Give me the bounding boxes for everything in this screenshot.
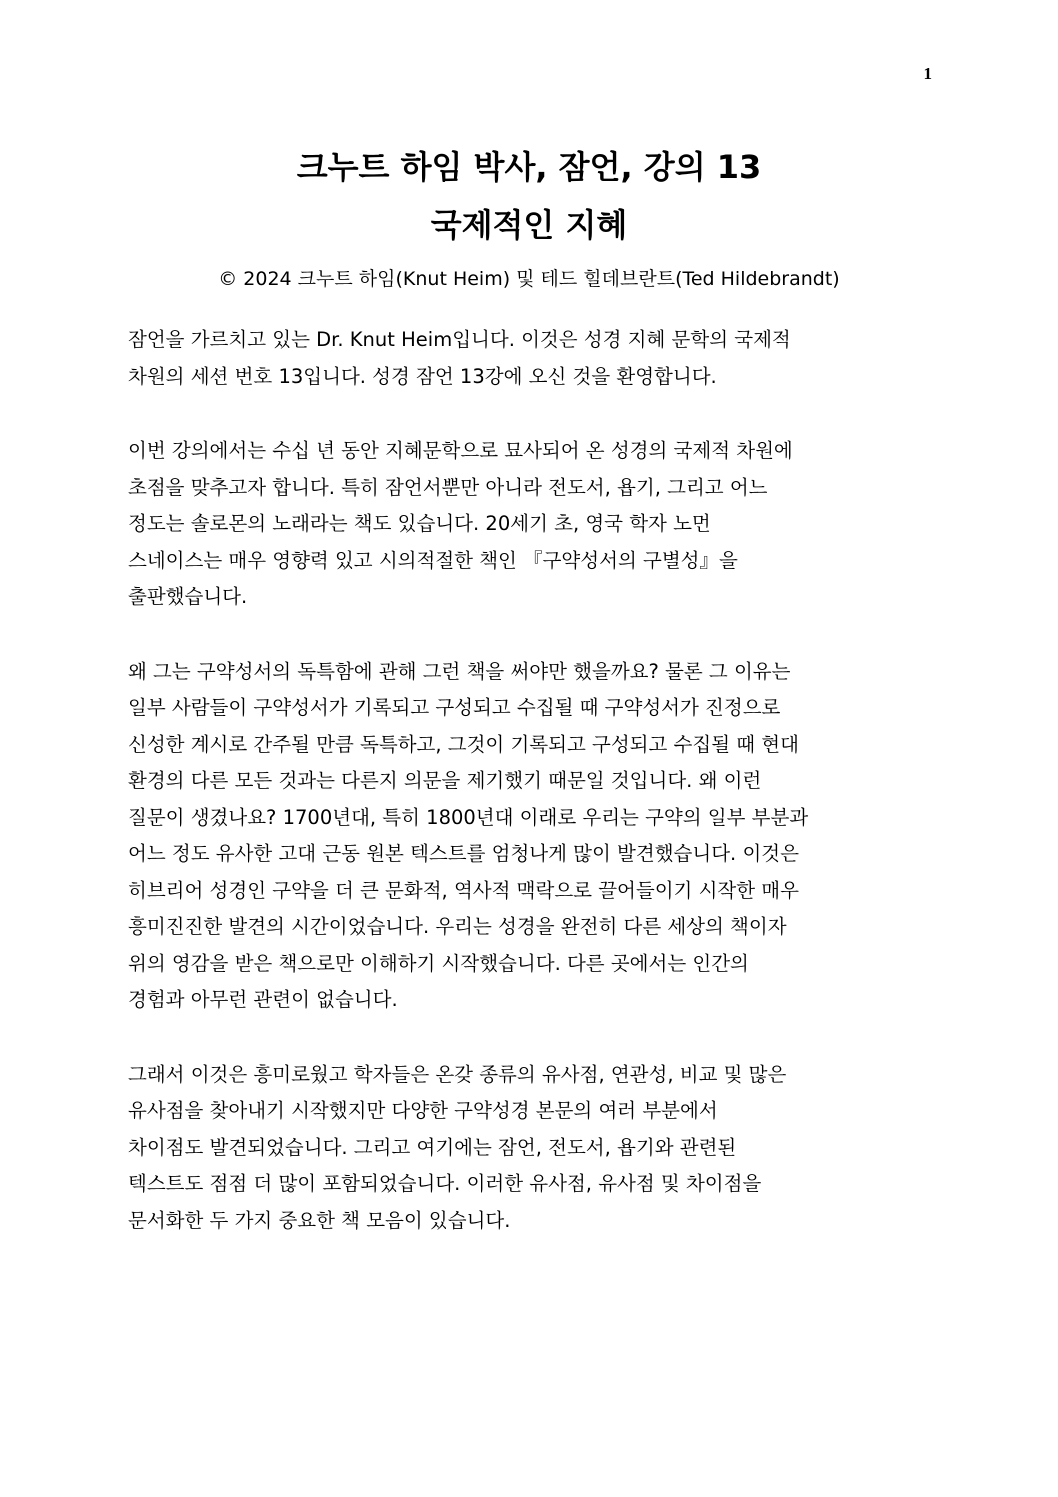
text-line: 차이점도 발견되었습니다. 그리고 여기에는 잠언, 전도서, 욥기와 관련된 bbox=[128, 1135, 737, 1159]
text-line: 출판했습니다. bbox=[128, 585, 248, 608]
text-line: 어느 정도 유사한 고대 근동 원본 텍스트를 엄청나게 많이 발견했습니다. 이것은 bbox=[128, 842, 799, 865]
text-line: 왜 그는 구약성서의 독특함에 관해 그런 책을 써야만 했을까요? 물론 그 이유는 bbox=[128, 659, 791, 683]
copyright-line: © 2024 크누트 하임(Knut Heim) 및 테드 힐데브란트(Ted Hildebrandt) bbox=[218, 268, 840, 290]
text-line: 스네이스는 매우 영향력 있고 시의적절한 책인 『구약성서의 구별성』을 bbox=[128, 548, 738, 572]
text-line: 그래서 이것은 흥미로웠고 학자들은 온갖 종류의 유사점, 연관성, 비교 및 많은 bbox=[128, 1062, 787, 1086]
page-number: 1 bbox=[923, 64, 932, 83]
title-block bbox=[0, 138, 1058, 294]
text-line: 이번 강의에서는 수십 년 동안 지혜문학으로 묘사되어 온 성경의 국제적 차원에 bbox=[128, 439, 793, 462]
text-line: 정도는 솔로몬의 노래라는 책도 있습니다. 20세기 초, 영국 학자 노먼 bbox=[128, 512, 711, 535]
text-line: 환경의 다른 모든 것과는 다른지 의문을 제기했기 때문일 것입니다. 왜 이런 bbox=[128, 769, 762, 792]
lecture-subtitle: 국제적인 지혜 bbox=[430, 206, 628, 244]
text-line: 잠언을 가르치고 있는 Dr. Knut Heim입니다. 이것은 성경 지혜 문학의 국제적 bbox=[128, 328, 791, 351]
text-line: 경험과 아무런 관련이 없습니다. bbox=[128, 988, 398, 1011]
text-line: 신성한 계시로 간주될 만큼 독특하고, 그것이 기록되고 구성되고 수집될 때 현대 bbox=[128, 732, 799, 756]
paragraph bbox=[128, 1057, 928, 1240]
text-line: 위의 영감을 받은 책으로만 이해하기 시작했습니다. 다른 곳에서는 인간의 bbox=[128, 951, 749, 975]
text-line: 히브리어 성경인 구약을 더 큰 문화적, 역사적 맥락으로 끌어들이기 시작한 매우 bbox=[128, 878, 799, 902]
lecture-title: 크누트 하임 박사, 잠언, 강의 13 bbox=[296, 148, 762, 186]
text-line: 일부 사람들이 구약성서가 기록되고 구성되고 수집될 때 구약성서가 진정으로 bbox=[128, 696, 781, 719]
paragraph bbox=[128, 654, 928, 1019]
text-line: 흥미진진한 발견의 시간이었습니다. 우리는 성경을 완전히 다른 세상의 책이자 bbox=[128, 915, 787, 938]
transcript-body bbox=[128, 322, 928, 1277]
text-line: 초점을 맞추고자 합니다. 특히 잠언서뿐만 아니라 전도서, 욥기, 그리고 어느 bbox=[128, 475, 768, 499]
paragraph bbox=[128, 322, 928, 395]
text-line: 질문이 생겼나요? 1700년대, 특히 1800년대 이래로 우리는 구약의 일부 부분과 bbox=[128, 805, 809, 829]
paragraph bbox=[128, 433, 928, 616]
text-line: 문서화한 두 가지 중요한 책 모음이 있습니다. bbox=[128, 1208, 511, 1232]
text-line: 텍스트도 점점 더 많이 포함되었습니다. 이러한 유사점, 유사점 및 차이점을 bbox=[128, 1172, 762, 1195]
text-line: 유사점을 찾아내기 시작했지만 다양한 구약성경 본문의 여러 부분에서 bbox=[128, 1099, 718, 1122]
text-line: 차원의 세션 번호 13입니다. 성경 잠언 13강에 오신 것을 환영합니다. bbox=[128, 364, 717, 388]
